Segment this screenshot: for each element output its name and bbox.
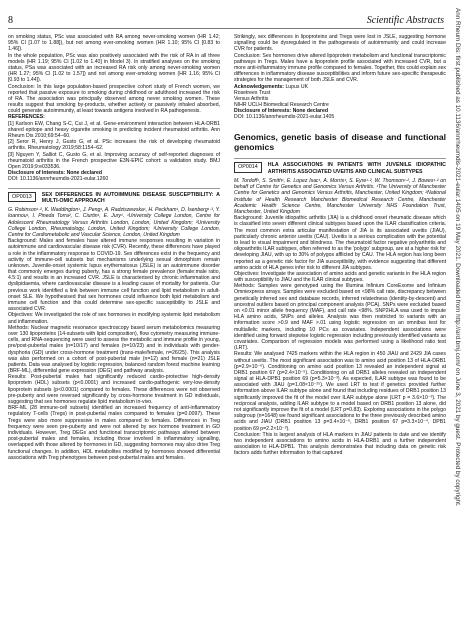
- reference-item: [2] Seror R, Henry J, Gusto G, et al. PSc increases the risk of developing rheumatoid arthritis. Rheumatology 2019;58:1154–62.: [8, 139, 220, 152]
- abstract-results-continued: BRF-ML (28 immune-cell subsets) identified an increased frequency of anti-inflammatory regulatory T-cells (Tregs) in post-pubertal males compared to females (p=0.0097). These Tregs were also more suppressive in males compared to females. Differences in Treg frequency were seen pre-puberty and were not altered by sex hormone treatment in GD individuals. However, Treg DEGs and functional transcriptomic pathways altered between post-pubertal males and females, including those involved in inflammatory signalling, overlapped with those altered by hormones in GD, suggesting hormones may also drive Treg functional changes. In addition, HDL metabolites modified by hormones showed differential associations with Treg phenotypes between post-pubertal males and females.: [8, 405, 220, 461]
- body-paragraph: on smoking status, PSc was associated with RA among never-smoking women (HR 1.42; 95% CI [1.07 to 1.88]), but not among ever-smoking women (HR 1.10; 95% CI [0.83 to 1.46]).: [8, 34, 220, 53]
- abstract-authors: M. Tordoff¹, S. Smith¹, E. Lopez Isac¹, A. Morris¹, S. Eyre¹·², W. Thomson¹·², J. Bowes¹·² on behalf of Centre for Genetics and Genomics Versus Arthritis. ¹The University of Manchester Centre for Genetics and Genomics Versus Arthritis, Manchester, United Kingdom; ²National Institute of Health Research Manchester Biomedical Research Centre, Manchester Academic Health Science Centre, Manchester University NHS Foundation Trust, Manchester, United Kingdom: [234, 178, 446, 215]
- body-paragraph: Strikingly, sex differences in lipoproteins and Tregs were lost in JSLE, suggesting hormone signalling could be dysregulated in the pathogenesis of autoimmunity and could increase CVR for patients.: [234, 34, 446, 53]
- abstract-header: [234, 158, 446, 175]
- abstract-results: Results: We analysed 7425 markers within the HLA region in 450 JIAU and 2429 JIA cases without uveitis. The most significant association was to amino acid position 13 of HLA-DRB1 (p=2.9×10⁻⁶). Conditioning on amino acid position 13 revealed an independent signal at DRB1 position 67 (p=2.4×10⁻⁵). Conditioning on all DRB1 alleles revealed an independent signal at HLA-DPB1 position 69 (p=5.3×10⁻³). As expected, ILAR subtype was found to be associated with JIAU (p=1.08×10⁻²⁵). We used LRT to test if genetics provided further information above ILAR subtype alone and found that including residues of DRB1 position 13 significantly improved the fit of the model over ILAR subtype alone (LRT p = 3.6×10⁻³). The reciprocal analysis, adding ILAR subtype to a model based on DRB1 position 13 alone, did not significantly improve the fit of a model (LRT p=0.83). Exploring associations in the polygo subgroup (n=1648) we found significant associations to the three previously described amino acids and JIAU (DRB1 position 13 p=3.4×10⁻⁶, DRB1 position 67 p=3.3×10⁻⁴, DPB1 position 69 p=2.2×10⁻³).: [234, 351, 446, 432]
- acknowledgements-text: Lupus UK: [285, 83, 309, 90]
- abstract-results: Results: Post-pubertal males had significantly reduced cardio-protective high-density lipoprotein (HDL) subsets (p<0.0001) and increased cardio-pathogenic very-low-density lipoprotein subsets (p<0.0001) compared to females. These differences were not observed pre-puberty and were reversed significantly by cross-hormone treatment in GD individuals, suggesting that sex hormones regulate lipid metabolism in-vivo.: [8, 374, 220, 405]
- acknowledgements-label: Acknowledgements:: [234, 83, 284, 90]
- left-column: [8, 34, 220, 461]
- abstract-methods: Methods: Nuclear magnetic resonance spectroscopy based serum metabolomics measuring over 130 lipoproteins (14-subsets with lipid composition), flow cytometry measuring immune-cells, and RNA-sequencing were used to assess the metabolic and immune profile in young, pre/post-pubertal males (n=10/17) and females (n=10/23) and in individuals with gender-dysphoria (GD) under cross-hormone treatment (trans-male/female, n=26/25). This analysis was also performed on a cohort of post-pubertal male (n=12) and female (n=21) JSLE patients. Data was analysed by logistic regression, balanced random forest machine learning (BRF-ML), differential gene expression (DEG) and pathway analysis.: [8, 324, 220, 375]
- abstract-code: OP0013: [8, 192, 36, 202]
- abstract-code: OP0014: [234, 162, 262, 172]
- acknowledgement-line: Rosetrees Trust: [234, 89, 271, 96]
- right-column: [234, 34, 446, 457]
- journal-title: Scientific Abstracts: [366, 15, 444, 26]
- abstract-authors: G. Robinson¹·², K. Waddington¹, J. Peng¹, A. Radziszewska¹, H. Peckham¹, D. Isenberg¹·³, Y. Ioannou¹, I. Pineda Torra², C. Ciurtin¹, E. Jury¹. ¹University College London, Centre for Adolescent Rheumatology Versus Arthritis London, London, United Kingdom; ²University College London, Rheumatology, London, United Kingdom; ³University College London, Centre for Cardiometabolic and Vascular Science, London, United Kingdom: [8, 207, 220, 238]
- abstract-methods: Methods: Samples were genotyped using the Illumina Infinium CoreExome and Infinium Omniexpress arrays. Samples were excluded based on <98% call rate, discrepancy between genetically inferred sex and database records, inferred relatedness (identity-by-descent) and ancestral outliers based on principal component analysis (PCA). SNPs were excluded based on <0.01 minor allele frequency (MAF), and call rate <98%. SNP2HLA was used to impute HLA amino acids, SNPs and alleles. Analysis was then restricted to variants with an information score >0.9 and MAF >.01 using logistic regression on an omnibus test for multiallelic markers, including 10 PCs as covariates. Independent associations were identified using forward stepwise logistic regression including previously identified variants as covariates. Comparison of regression models was performed using a likelihood ratio test (LRT).: [234, 283, 446, 352]
- reference-item: [3] Nguyen Y, Salliot C, Gusto G, et al. Improving accuracy of self-reported diagnoses of rheumatoid arthritis in the French prospective E3N-EPIC cohort: a validation study. BMJ Open 2019;9:e033536.: [8, 151, 220, 170]
- disclosure: Disclosure of Interests: None declared: [8, 170, 102, 177]
- copyright-sidebar: [450, 0, 472, 631]
- abstract-background: Background: Males and females have altered immune responses resulting in variation in autoimmune and cardiovascular disease risk (CVR). Recently, these differences have played a role in the inflammatory response to COVID-19. Sex differences exist in the frequency and activity of immune-cell subsets but mechanisms underlying sexual dimorphism remain unknown. Juvenile-onset systemic lupus erythematosus (JSLE) is an autoimmune disorder that commonly emerges during puberty, has a strong female prevalence (female:male ratio, 4.5:1) and results in an increased CVR. JSLE is characterised by chronic inflammation and dyslipidaemia, where cardiovascular disease is a leading cause of mortality for patients. Our previous work identified a link between immune cell function and lipid metabolism in adult-onset SLE. We hypothesised that sex hormones could influence both lipid metabolism and immune cell function and this could determine sex-specific susceptibility to JSLE and associated CVR.: [8, 238, 220, 313]
- copyright-notice: Ann Rheum Dis: first published as 10.1136/annrheumdis-2021-eular.1405 on 19 May 2021. Downloaded from http://ard.bmj.com/ on June 3, 2021 by guest. Protected by copyright.: [454, 8, 461, 507]
- reference-item: [1] Karlson EW, Chang S-C, Cui J, et al. Gene-environment interaction between HLA-DRB1 shared epitope and heavy cigarette smoking in predicting incident rheumatoid arthritis. Ann Rheum Dis 2010;69:54–60.: [8, 120, 220, 139]
- abstract-conclusion: Conclusion: This is largest analysis of HLA markers in JIAU patients to date and we identify two independent associations to amino acids in HLA-DRB1 and a further independent association to HLA-DPB1. This analysis demonstrates that including data on genetic risk factors adds further information to that captured: [234, 431, 446, 457]
- abstract-objectives: Objectives: We investigated the role of sex hormones in modifying systemic lipid metabolism and inflammation.: [8, 312, 220, 325]
- header-divider: [8, 28, 444, 29]
- conclusion-paragraph: Conclusion: Sex hormones drive altered lipoprotein metabolism and functional transcriptomic pathways in Tregs. Males have a lipoprotein profile associated with increased CVR, but a more anti-inflammatory immune profile compared to females. Together, this could explain sex differences in inflammatory disease susceptibilities and inform future sex-specific therapeutic strategies for the management of both JSLE and CVR.: [234, 52, 446, 84]
- doi: DOI: 10.1136/annrheumdis-2021-eular.1405: [234, 114, 335, 121]
- body-paragraph: In the whole population, PSc was also positively associated with the risk of RA in all three models (HR 1.19; 95% CI [1.02 to 1.40] in Model 3). In stratified analyses on the smoking status, PSa was associated with an increased RA risk only among never-smoking women (HR 1.27; 95% CI [1.02 to 1.57]) and not among ever-smoking women (HR 1.16; 95% CI [0.93 to 1.44]).: [8, 52, 220, 84]
- doi: DOI: 10.1136/annrheumdis-2021-eular.1260: [8, 176, 109, 183]
- abstract-title: SEX DIFFERENCES IN AUTOIMMUNE DISEASE SUSCEPTIBILITY: A MULTI-OMIC APPROACH: [41, 191, 220, 204]
- acknowledgement-line: NIHR UCLH Biomedical Research Centre: [234, 102, 329, 109]
- disclosure: Disclosure of Interests: None declared: [234, 108, 328, 115]
- abstract-header: [8, 188, 220, 205]
- page-number: 8: [8, 15, 13, 26]
- acknowledgement-line: Versus Arthritis: [234, 95, 269, 102]
- abstract-background: Background: Juvenile idiopathic arthritis (JIA) is a childhood onset rheumatic disease which is classified into seven different clinical subtypes based upon the ILAR classification criteria. The most common extra articular manifestation of JIA is its associated uveitis (JIAU), particularly chronic anterior uveitis (CAU). Uveitis is a serious complication with the potential to lead to visual impairment and blindness. The rheumatoid factor negative polyarthritis and oligoarthritis ILAR subtypes, often referred to as the 'polygo' subgroup, are at a higher risk for developing JIAU, with up to 30% of polygos afflicted by CAU. The HLA region has long been reported as a genetic risk factor for JIA susceptibility, with evidence suggesting that different amino acids of HLA genes infer risk to different JIA subtypes.: [234, 215, 446, 271]
- abstract-title: HLA ASSOCIATIONS IN PATIENTS WITH JUVENILE IDIOPATHIC ARTHRITIS ASSOCIATED UVEITIS AND CLINICAL SUBTYPES: [267, 162, 446, 175]
- abstract-objectives: Objectives: Investigate the association of amino acids and genetic variants in the HLA region with susceptibility to JIAU and the ILAR clinical subtypes.: [234, 270, 446, 284]
- section-title: Genomics, genetic basis of disease and functional genomics: [234, 131, 446, 152]
- conclusion-paragraph: Conclusion: In this large population-based prospective cohort study of French women, we reported that passive exposure to smoking during childhood or adulthood increased the risk of RA. The association was principally observed among never smoking women. These results suggest that smoking by-products, whether actively or passively inhaled absorbed, could generate autoimmunity, at least towards antigens involved in RA pathogenesis.: [8, 83, 220, 115]
- references-heading: REFERENCES:: [8, 114, 45, 121]
